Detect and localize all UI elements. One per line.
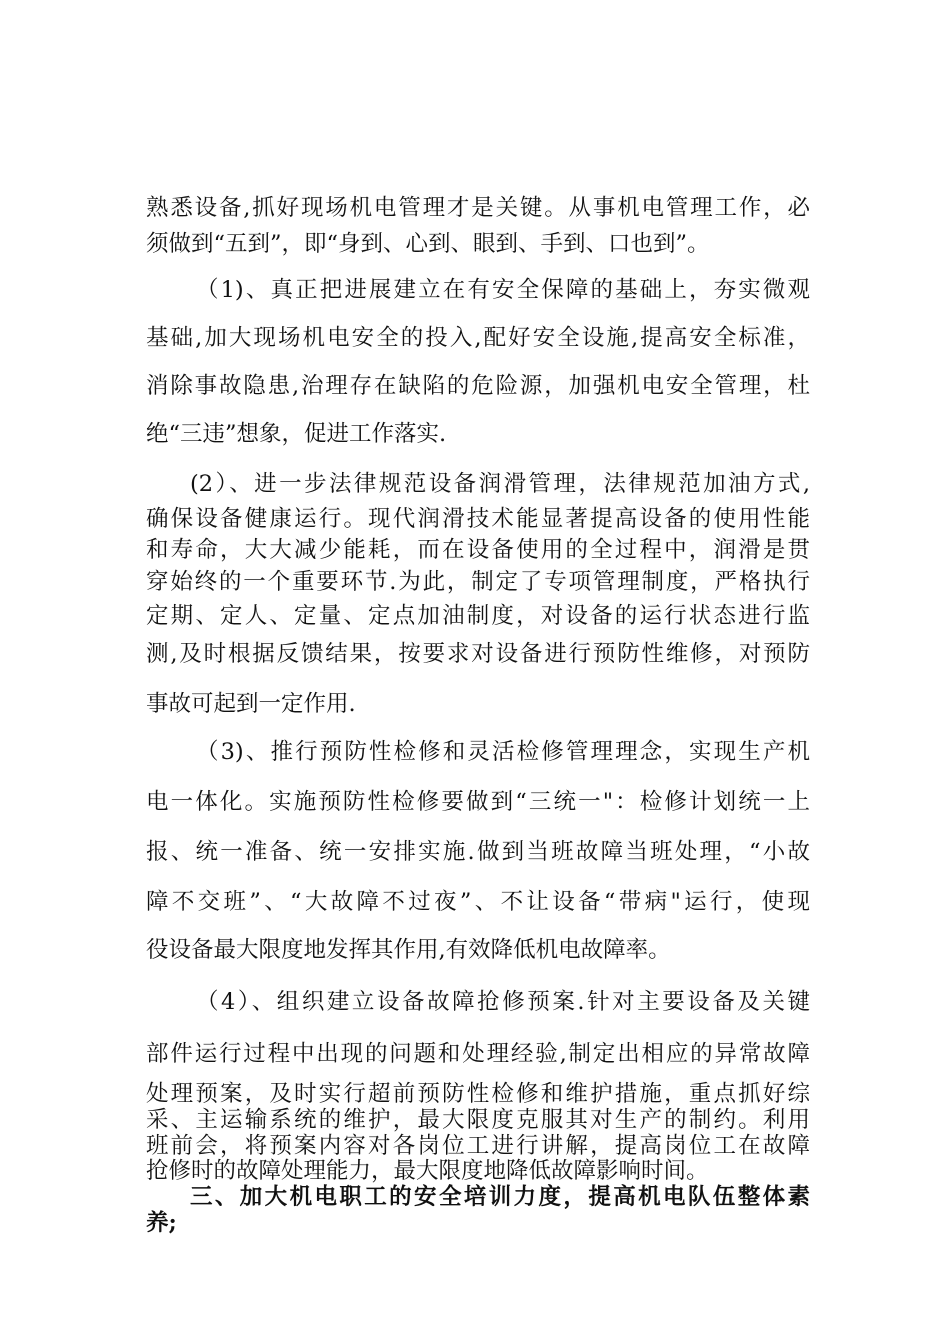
text-line: 报、统一准备、统一安排实施.做到当班故障当班处理，“小故 xyxy=(146,839,810,865)
text-line: 采、主运输系统的维护，最大限度克服其对生产的制约。利用 xyxy=(146,1107,810,1133)
text-line: 确保设备健康运行。现代润滑技术能显著提高设备的使用性能 xyxy=(146,506,810,532)
text-line: 班前会，将预案内容对各岗位工进行讲解，提高岗位工在故障 xyxy=(146,1133,810,1159)
text-line: 绝“三违”想象，促进工作落实. xyxy=(146,421,447,447)
text-line: 和寿命，大大减少能耗，而在设备使用的全过程中，润滑是贯 xyxy=(146,537,810,563)
text-line: 熟悉设备,抓好现场机电管理才是关键。从事机电管理工作，必 xyxy=(146,195,810,221)
text-line: 事故可起到一定作用. xyxy=(146,691,356,717)
text-line: 测,及时根据反馈结果，按要求对设备进行预防性维修，对预防 xyxy=(146,641,810,667)
text-line: 抢修时的故障处理能力，最大限度地降低故障影响时间。 xyxy=(146,1158,709,1184)
text-line: 基础,加大现场机电安全的投入,配好安全设施,提高安全标准， xyxy=(146,325,810,351)
text-line: 穿始终的一个重要环节.为此，制定了专项管理制度，严格执行 xyxy=(146,569,810,595)
text-line: 部件运行过程中出现的问题和处理经验,制定出相应的异常故障 xyxy=(146,1041,810,1067)
text-line: 定期、定人、定量、定点加油制度，对设备的运行状态进行监 xyxy=(146,603,810,629)
text-line: 役设备最大限度地发挥其作用,有效降低机电故障率。 xyxy=(146,937,671,963)
section-heading-continued: 养; xyxy=(146,1210,177,1236)
section-heading: 三、加大机电职工的安全培训力度，提高机电队伍整体素 xyxy=(190,1184,810,1210)
paragraph-2-first-line: (2）、进一步法律规范设备润滑管理，法律规范加油方式, xyxy=(190,471,810,497)
paragraph-1-first-line: （1)、真正把进展建立在有安全保障的基础上，夯实微观 xyxy=(196,277,810,303)
paragraph-4-first-line: （4）、组织建立设备故障抢修预案.针对主要设备及关键 xyxy=(196,989,810,1015)
paragraph-3-first-line: （3)、推行预防性检修和灵活检修管理理念，实现生产机 xyxy=(196,739,810,765)
text-line: 消除事故隐患,治理存在缺陷的危险源，加强机电安全管理，杜 xyxy=(146,373,810,399)
text-line: 电一体化。实施预防性检修要做到“三统一"：检修计划统一上 xyxy=(146,789,810,815)
text-line: 处理预案，及时实行超前预防性检修和维护措施，重点抓好综 xyxy=(146,1081,810,1107)
text-line: 须做到“五到”，即“身到、心到、眼到、手到、口也到”。 xyxy=(146,231,710,257)
text-line: 障不交班”、“大故障不过夜”、不让设备“带病"运行，使现 xyxy=(146,889,810,915)
